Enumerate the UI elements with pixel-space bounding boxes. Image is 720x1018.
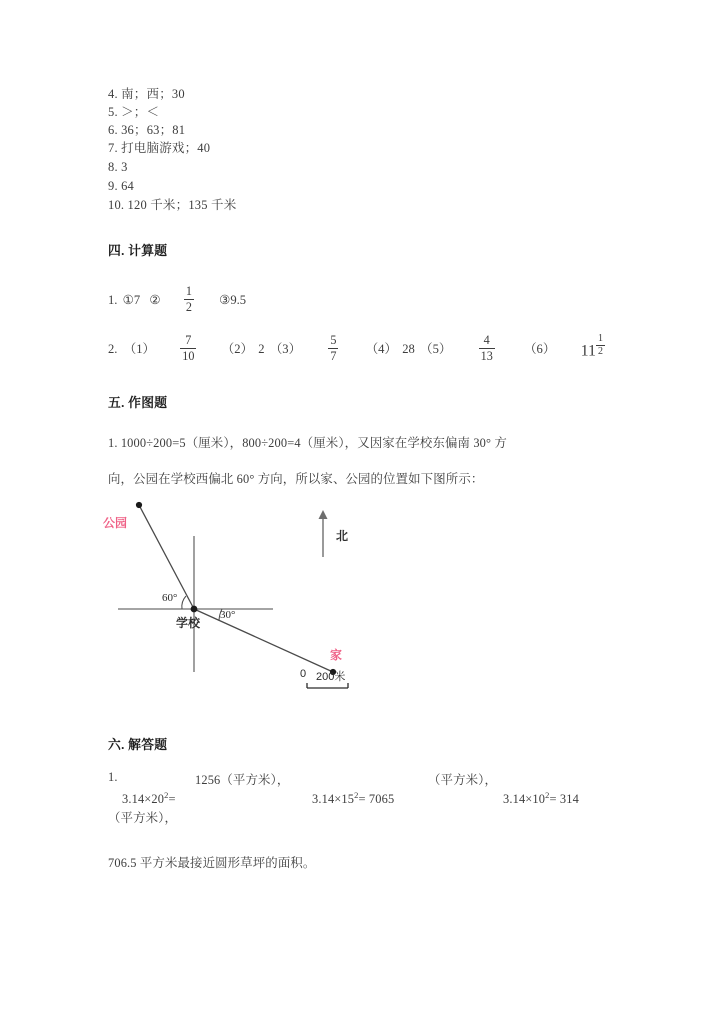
fill-answer-item: 10. 120 千米；135 千米 (108, 198, 237, 212)
fraction-denominator: 2 (598, 346, 603, 358)
calc-q2-part4-mark: （4） (365, 342, 398, 357)
solve-conclusion: 706.5 平方米最接近圆形草坪的面积。 (108, 856, 316, 870)
fill-answer-item: 7. 打电脑游戏；40 (108, 141, 211, 155)
solve-expr2-base: 3.14×15 (312, 792, 355, 807)
point-school (191, 606, 198, 613)
fraction-denominator: 7 (330, 348, 337, 363)
calc-q1-part1-value: 7 (133, 292, 141, 307)
calc-q2-part6-mark: （6） (523, 342, 556, 357)
solve-row1-number: 1. (108, 770, 118, 784)
fraction-numerator: 5 (330, 333, 337, 348)
diagram-label-park: 公园 (103, 516, 128, 530)
diagram-label-angle-60: 60° (162, 592, 178, 604)
fill-answer-item: 6. 36；63；81 (108, 123, 186, 137)
point-park (136, 502, 142, 508)
solve-expr2-tail: = 7065 (358, 792, 395, 807)
solve-expr3-tail: = 314 (549, 792, 579, 807)
calc-q1-number: 1. (108, 292, 118, 307)
diagram-label-north: 北 (336, 529, 349, 543)
calc-q2-part4-value: 28 (402, 342, 415, 357)
solve-expr1-tail: = (168, 792, 176, 807)
calc-q1-part1-mark: ① (122, 292, 134, 307)
calc-q2-part2-mark: （2） (221, 342, 254, 357)
fraction-numerator: 1 (598, 333, 603, 344)
calc-q2-part2-value: 2 (258, 342, 265, 357)
drawing-solution-line-2: 向，公园在学校西偏北 60° 方向，所以家、公园的位置如下图所示： (108, 472, 484, 486)
calc-q1-part3-mark: ③ (219, 292, 231, 307)
section-heading-solving: 六. 解答题 (108, 738, 168, 752)
calc-q2-part5-mark: （5） (419, 342, 452, 357)
calc-q1-part3-value: 9.5 (230, 292, 247, 307)
calc-q1-part2-mark: ② (149, 292, 161, 307)
solve-expr3-base: 3.14×10 (503, 792, 546, 807)
solve-expression-2 (312, 790, 394, 807)
section-heading-calculation: 四. 计算题 (108, 244, 168, 258)
fill-answer-item: 8. 3 (108, 160, 128, 174)
fraction-numerator: 1 (185, 284, 192, 298)
drawing-solution-line-1: 1. 1000÷200=5（厘米），800÷200=4（厘米），又因家在学校东偏南 30° 方 (108, 436, 507, 450)
calc-q2-number: 2. (108, 342, 118, 357)
solve-row3-unit: （平方米）， (108, 811, 178, 825)
calc-q2-part3-mark: （3） (269, 342, 302, 357)
diagram-label-scale-value: 200米 (316, 671, 346, 683)
fraction-denominator: 2 (185, 299, 192, 314)
calc-q2-part1-mark: （1） (123, 342, 156, 357)
fraction-numerator: 4 (483, 333, 490, 348)
section-heading-drawing: 五. 作图题 (108, 396, 168, 410)
solve-row1-value2: （平方米）， (428, 773, 498, 787)
fill-answer-item: 5. ＞；＜ (108, 105, 160, 119)
diagram-label-scale-zero: 0 (300, 668, 307, 680)
mixed-whole: 11 (580, 342, 596, 360)
solve-expr1-base: 3.14×20 (122, 792, 165, 807)
diagram-label-home: 家 (330, 648, 343, 662)
solve-expr2-exponent: 2 (354, 790, 359, 800)
fraction-denominator: 10 (182, 348, 195, 363)
solve-row1-value1: 1256（平方米）， (195, 773, 290, 787)
solve-expression-3 (503, 790, 579, 807)
ray-to-home (194, 609, 333, 672)
fill-answer-item: 9. 64 (108, 179, 134, 193)
fraction-numerator: 7 (185, 333, 192, 348)
diagram-label-angle-30: 30° (220, 609, 236, 621)
solve-expr1-exponent: 2 (164, 790, 169, 800)
north-arrow-head (319, 510, 328, 519)
diagram-label-school: 学校 (176, 616, 201, 630)
fraction-denominator: 13 (480, 348, 493, 363)
angle-arc-60 (182, 596, 186, 609)
solve-expression-1 (122, 790, 176, 807)
solve-expr3-exponent: 2 (545, 790, 550, 800)
fill-answer-item: 4. 南；西；30 (108, 87, 185, 101)
